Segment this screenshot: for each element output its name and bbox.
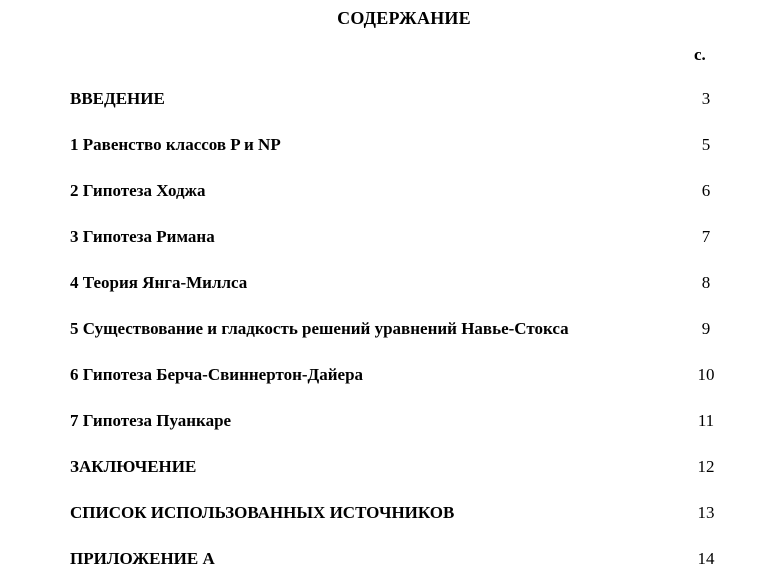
toc-entry-conclusion: [70, 457, 720, 481]
toc-entry-page: 10: [697, 365, 715, 384]
toc-entry-chapter-1: [70, 135, 720, 159]
toc-entry-label: 4 Теория Янга-Миллса: [70, 273, 248, 292]
toc-entry-page: 3: [701, 89, 711, 108]
page-column-label: с.: [694, 45, 706, 64]
toc-entry-label: СПИСОК ИСПОЛЬЗОВАННЫХ ИСТОЧНИКОВ: [70, 503, 455, 522]
toc-entry-label: 3 Гипотеза Римана: [70, 227, 215, 246]
toc-entry-label: ВВЕДЕНИЕ: [70, 89, 165, 108]
toc-entry-label: 2 Гипотеза Ходжа: [70, 181, 206, 200]
toc-entry-page: 9: [701, 319, 711, 338]
toc-entry-appendix-a: [70, 549, 720, 573]
toc-entry-label: 7 Гипотеза Пуанкаре: [70, 411, 232, 430]
toc-entry-chapter-4: [70, 273, 720, 297]
toc-entry-chapter-3: [70, 227, 720, 251]
toc-title: СОДЕРЖАНИЕ: [337, 8, 471, 28]
toc-entry-references: [70, 503, 720, 527]
toc-entry-label: 1 Равенство классов P и NP: [70, 135, 281, 154]
toc-entry-label: ЗАКЛЮЧЕНИЕ: [70, 457, 197, 476]
toc-entry-chapter-2: [70, 181, 720, 205]
toc-entry-chapter-7: [70, 411, 720, 435]
toc-entry-page: 6: [701, 181, 711, 200]
toc-entry-chapter-5: [70, 319, 720, 343]
toc-entry-page: 8: [701, 273, 711, 292]
toc-entry-label: ПРИЛОЖЕНИЕ А: [70, 549, 215, 568]
toc-entry-label: 6 Гипотеза Берча-Свиннертон-Дайера: [70, 365, 364, 384]
toc-entry-page: 5: [701, 135, 711, 154]
toc-entry-page: 11: [697, 411, 715, 430]
toc-entry-chapter-6: [70, 365, 720, 389]
toc-entry-page: 7: [701, 227, 711, 246]
toc-entry-page: 12: [697, 457, 715, 476]
toc-entry-introduction: [70, 89, 720, 113]
toc-entry-label: 5 Существование и гладкость решений уравнений Навье-Стокса: [70, 319, 569, 338]
toc-entry-page: 14: [697, 549, 715, 568]
toc-entry-page: 13: [697, 503, 715, 522]
